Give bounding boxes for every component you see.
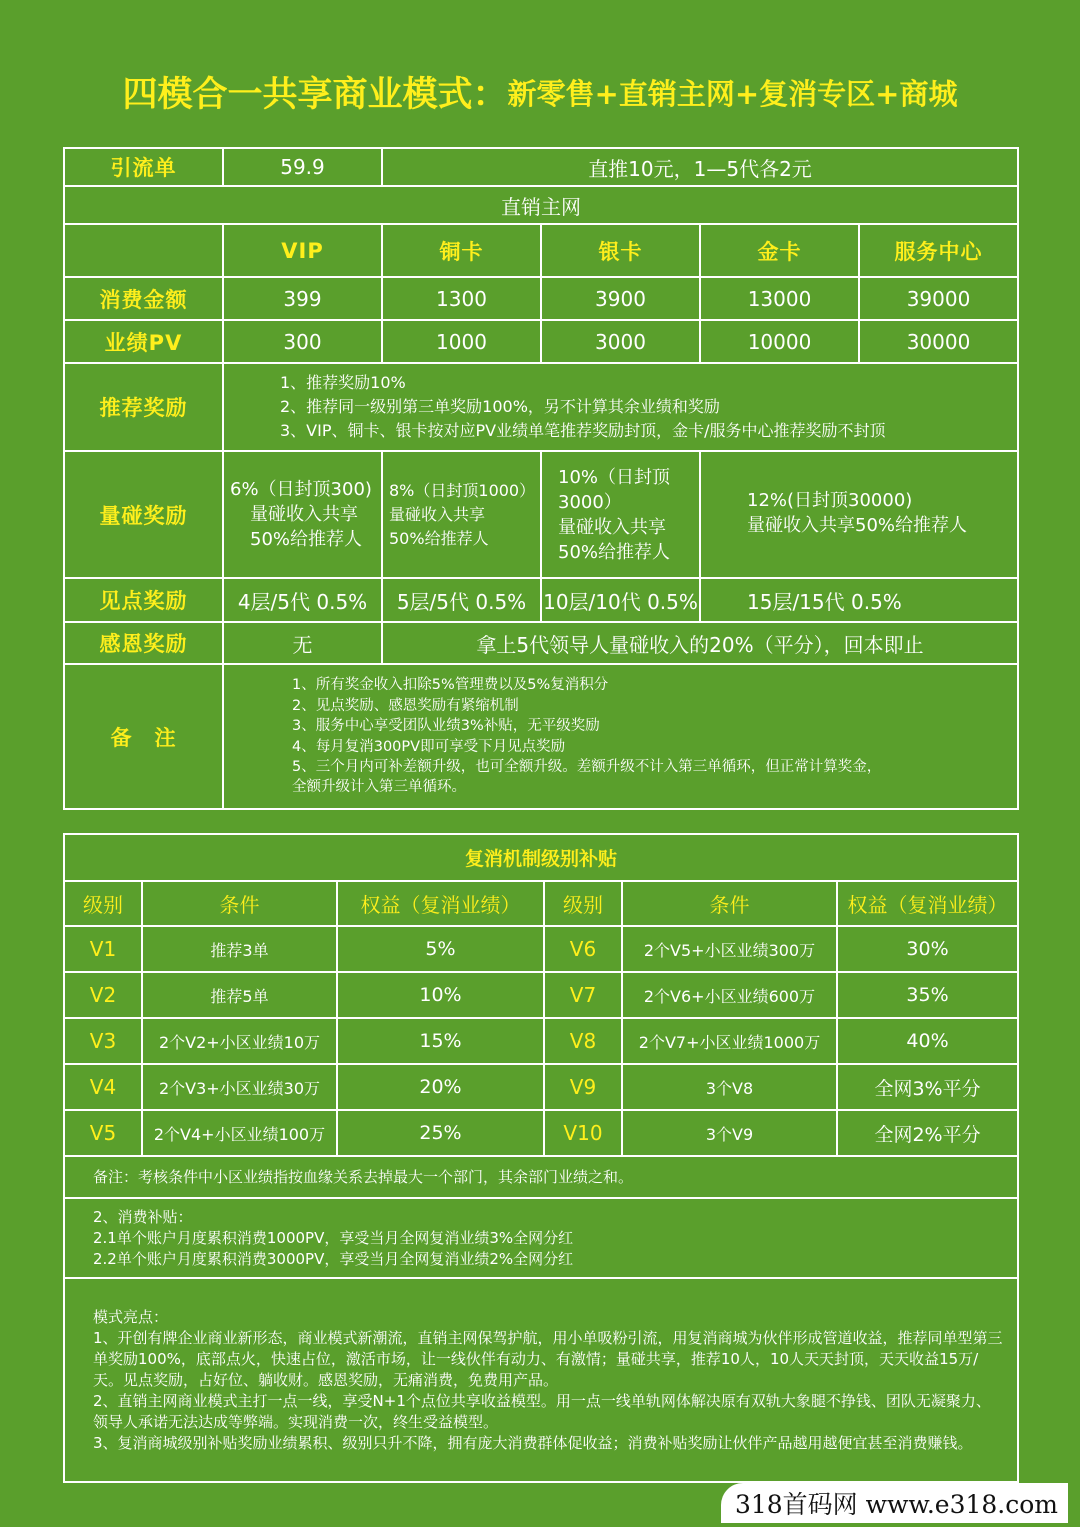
benefit-cell: 10% [337,972,544,1018]
condition-cell: 推荐3单 [142,926,337,972]
amount-value: 1300 [382,277,541,320]
condition-cell: 推荐5单 [142,972,337,1018]
amount-value: 399 [223,277,382,320]
highlight-line: 2、直销主网商业模式主打一点一线，享受N+1个点位共享收益模型。用一点一线单轨网体解决原有双轨大象腿不挣钱、团队无凝聚力、领导人承诺无法达成等弊端。实现消费一次，终生受益模型。 [93,1391,991,1431]
level-silver: 银卡 [541,224,700,277]
benefit-cell: 20% [337,1064,544,1110]
recommend-line: 3、VIP、铜卡、银卡按对应PV业绩单笔推荐奖励封顶，金卡/服务中心推荐奖励不封顶 [280,421,886,440]
condition-cell: 2个V4+小区业绩100万 [142,1110,337,1156]
page-title [0,62,1080,122]
points-value: 10层/10代 0.5% [541,578,700,622]
recommend-row [64,363,1018,451]
condition-cell: 3个V9 [622,1110,837,1156]
level-cell: V2 [64,972,142,1018]
col-header: 条件 [622,881,837,926]
level-cell: V7 [544,972,622,1018]
points-value: 15层/15代 0.5% [700,578,1018,622]
table-row [64,1110,1018,1156]
level-cell: V5 [64,1110,142,1156]
collision-gold-service: 12%(日封顶30000) 量碰收入共享50%给推荐人 [700,451,1018,578]
highlights-notes [64,1278,1018,1482]
condition-cell: 2个V5+小区业绩300万 [622,926,837,972]
level-cell: V8 [544,1018,622,1064]
level-cell: V3 [64,1018,142,1064]
subsidy-line: 2.1单个账户月度累积消费1000PV，享受当月全网复消业绩3%全网分红 [93,1228,574,1247]
empty-cell [64,224,223,277]
table-row [64,1064,1018,1110]
gratitude-none: 无 [223,622,382,664]
recommend-line: 1、推荐奖励10% [280,373,406,392]
subsidy-line: 2、消费补贴： [93,1207,193,1226]
condition-cell: 2个V6+小区业绩600万 [622,972,837,1018]
condition-cell: 2个V7+小区业绩1000万 [622,1018,837,1064]
referral-row [64,148,1018,186]
pv-value: 3000 [541,320,700,363]
remark-line: 3、服务中心享受团队业绩3%补贴，无平级奖励 [292,718,600,735]
pv-value: 10000 [700,320,859,363]
amount-row [64,277,1018,320]
collision-label: 量碰奖励 [64,451,223,578]
remarks-notes [223,664,1018,809]
amount-value: 39000 [859,277,1018,320]
table-row [64,972,1018,1018]
repurchase-header-row [64,881,1018,926]
direct-sales-table [63,147,1019,810]
table-row [64,1018,1018,1064]
amount-value: 13000 [700,277,859,320]
col-header: 级别 [64,881,142,926]
level-gold: 金卡 [700,224,859,277]
referral-desc: 直推10元，1—5代各2元 [382,148,1018,186]
points-label: 见点奖励 [64,578,223,622]
remarks-label: 备 注 [64,664,223,809]
table-row [64,926,1018,972]
level-vip: VIP [223,224,382,277]
level-cell: V9 [544,1064,622,1110]
highlight-line: 3、复消商城级别补贴奖励业绩累积、级别只升不降，拥有庞大消费群体促收益；消费补贴奖励让伙伴产品越用越便宜甚至消费赚钱。 [93,1433,973,1452]
watermark: 318首码网 www.e318.com [721,1483,1068,1523]
benefit-cell: 全网3%平分 [837,1064,1018,1110]
benefit-cell: 35% [837,972,1018,1018]
remark-line: 1、所有奖金收入扣除5%管理费以及5%复消积分 [292,677,609,694]
condition-cell: 2个V3+小区业绩30万 [142,1064,337,1110]
highlight-line: 1、开创有牌企业商业新形态，商业模式新潮流，直销主网保驾护航，用小单吸粉引流，用复消商城为伙伴形成管道收益，推荐同单型第三单奖励100%，底部点火，快速占位，激活市场，让一线伙伴有动力、有激情；量碰共享，推荐10人，10人天天封顶，天天收益15万/天。见点奖励，占好位、躺收财。感恩奖励，无痛消费，免费用产品。 [93,1328,1003,1389]
col-header: 权益（复消业绩） [337,881,544,926]
collision-row [64,451,1018,578]
pv-value: 30000 [859,320,1018,363]
pv-row [64,320,1018,363]
referral-price: 59.9 [223,148,382,186]
gratitude-row [64,622,1018,664]
benefit-cell: 30% [837,926,1018,972]
repurchase-title: 复消机制级别补贴 [64,834,1018,881]
col-header: 级别 [544,881,622,926]
section-title: 直销主网 [64,186,1018,224]
remarks-row [64,664,1018,809]
subsidy-line: 2.2单个账户月度累积消费3000PV，享受当月全网复消业绩2%全网分红 [93,1249,574,1268]
remark-line: 5、三个月内可补差额升级，也可全额升级。差额升级不计入第三单循环，但正常计算奖金， [292,758,882,775]
pv-value: 300 [223,320,382,363]
highlight-line: 模式亮点： [93,1307,169,1326]
gratitude-label: 感恩奖励 [64,622,223,664]
recommend-label: 推荐奖励 [64,363,223,451]
col-header: 条件 [142,881,337,926]
pv-label: 业绩PV [64,320,223,363]
collision-vip: 6%（日封顶300) 量碰收入共享 50%给推荐人 [223,451,382,578]
repurchase-table [63,833,1019,1483]
col-header: 权益（复消业绩） [837,881,1018,926]
pv-value: 1000 [382,320,541,363]
title-main: 四模合一共享商业模式： [122,75,508,115]
subsidy-notes [64,1198,1018,1278]
amount-value: 3900 [541,277,700,320]
benefit-cell: 25% [337,1110,544,1156]
amount-label: 消费金额 [64,277,223,320]
level-cell: V1 [64,926,142,972]
level-cell: V6 [544,926,622,972]
remark-line: 全额升级计入第三单循环。 [292,779,466,796]
level-cell: V4 [64,1064,142,1110]
level-header-row [64,224,1018,277]
points-value: 4层/5代 0.5% [223,578,382,622]
recommend-notes [223,363,1018,451]
collision-silver: 10%（日封顶 3000） 量碰收入共享 50%给推荐人 [541,451,700,578]
level-cell: V10 [544,1110,622,1156]
referral-label: 引流单 [64,148,223,186]
gratitude-desc: 拿上5代领导人量碰收入的20%（平分），回本即止 [382,622,1018,664]
footnote: 备注：考核条件中小区业绩指按血缘关系去掉最大一个部门，其余部门业绩之和。 [64,1156,1018,1198]
title-sub: 新零售+直销主网+复消专区+商城 [507,76,958,111]
remark-line: 2、见点奖励、感恩奖励有紧缩机制 [292,697,519,714]
remark-line: 4、每月复消300PV即可享受下月见点奖励 [292,738,566,755]
condition-cell: 2个V2+小区业绩10万 [142,1018,337,1064]
condition-cell: 3个V8 [622,1064,837,1110]
points-value: 5层/5代 0.5% [382,578,541,622]
benefit-cell: 40% [837,1018,1018,1064]
level-service-center: 服务中心 [859,224,1018,277]
benefit-cell: 15% [337,1018,544,1064]
level-bronze: 铜卡 [382,224,541,277]
points-row [64,578,1018,622]
collision-bronze: 8%（日封顶1000） 量碰收入共享 50%给推荐人 [382,451,541,578]
benefit-cell: 5% [337,926,544,972]
recommend-line: 2、推荐同一级别第三单奖励100%，另不计算其余业绩和奖励 [280,397,720,416]
benefit-cell: 全网2%平分 [837,1110,1018,1156]
